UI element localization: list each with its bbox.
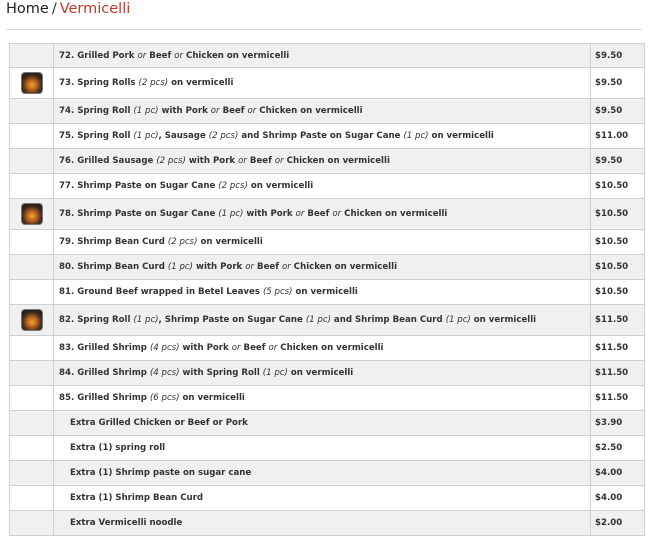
breadcrumb-separator: / [51, 1, 57, 17]
menu-row [10, 68, 645, 99]
item-name-part: (2 pcs) [138, 78, 169, 88]
item-name-part: or [295, 209, 305, 219]
menu-row [10, 280, 645, 305]
item-name-part: Extra (1) spring roll [70, 443, 166, 453]
item-name-part: or [268, 343, 278, 353]
item-name-part: (1 pc) [133, 106, 159, 116]
item-name-cell [54, 99, 591, 124]
thumbnail-cell [10, 174, 54, 199]
item-name-part: (2 pcs) [208, 131, 239, 141]
item-name-part: (1 pc) [167, 262, 194, 272]
item-price: $2.50 [591, 436, 645, 461]
menu-row [10, 436, 645, 461]
item-number: 76. [59, 156, 75, 166]
item-number: 84. [59, 368, 75, 378]
item-name-cell [54, 280, 591, 305]
menu-row [10, 99, 645, 124]
menu-row [10, 511, 645, 536]
item-name-part: Extra Grilled Chicken or Beef or Pork [70, 418, 248, 428]
item-name-part: Chicken on vermicelli [277, 343, 384, 353]
item-name-part: or [231, 343, 241, 353]
item-name-part: , Shrimp Paste on Sugar Cane [158, 315, 306, 325]
thumbnail-cell [10, 486, 54, 511]
item-name-part: on vermicelli [292, 287, 358, 297]
dish-photo-icon[interactable] [22, 204, 42, 224]
item-name-part: Grilled Shrimp [77, 343, 150, 353]
item-name-part: Ground Beef wrapped in Betel Leaves [77, 287, 263, 297]
thumbnail-cell [10, 255, 54, 280]
item-price: $2.00 [591, 511, 645, 536]
thumbnail-cell [10, 230, 54, 255]
item-name-part: Grilled Shrimp [77, 393, 150, 403]
item-name-part: on vermicelli [168, 78, 234, 88]
menu-row [10, 44, 645, 68]
menu-table-body [10, 44, 645, 536]
item-name-part: and Shrimp Paste on Sugar Cane [238, 131, 404, 141]
item-price: $11.00 [591, 124, 645, 149]
item-name-cell [54, 436, 591, 461]
item-name-cell [54, 44, 591, 68]
menu-row [10, 461, 645, 486]
item-name-part: Extra (1) Shrimp paste on sugar cane [70, 468, 252, 478]
item-name-part: or [247, 106, 257, 116]
item-price: $11.50 [591, 361, 645, 386]
item-number: 81. [59, 287, 75, 297]
item-name-part: on vermicelli [470, 315, 537, 325]
item-name-cell [54, 511, 591, 536]
item-price: $9.50 [591, 44, 645, 68]
item-price: $9.50 [591, 99, 645, 124]
item-name-part: (1 pc) [305, 315, 331, 325]
item-price: $11.50 [591, 386, 645, 411]
item-name-part: on vermicelli [287, 368, 354, 378]
item-price: $9.50 [591, 149, 645, 174]
item-price: $4.00 [591, 486, 645, 511]
menu-row [10, 230, 645, 255]
menu-row [10, 361, 645, 386]
item-name-part: (1 pc) [133, 315, 159, 325]
item-name-part: Shrimp Paste on Sugar Cane [77, 181, 219, 191]
item-name-cell [54, 124, 591, 149]
thumbnail-cell [10, 99, 54, 124]
item-name-part: or [274, 156, 284, 166]
item-name-part: Beef [254, 262, 282, 272]
item-name-cell [54, 411, 591, 436]
thumbnail-cell [10, 68, 54, 99]
item-name-part: or [238, 156, 247, 166]
item-number: 80. [59, 262, 75, 272]
item-name-part: or [245, 262, 255, 272]
dish-photo-icon[interactable] [22, 73, 42, 93]
thumbnail-cell [10, 511, 54, 536]
item-name-part: Spring Roll [77, 106, 134, 116]
item-name-part: with Pork [243, 209, 296, 219]
item-name-part: Grilled Pork [77, 50, 138, 61]
thumbnail-cell [10, 280, 54, 305]
item-name-cell [54, 461, 591, 486]
item-name-part: Extra (1) Shrimp Bean Curd [70, 493, 204, 503]
item-name-cell [54, 486, 591, 511]
item-name-part: Grilled Shrimp [77, 368, 150, 378]
menu-row [10, 174, 645, 199]
item-price: $10.50 [591, 174, 645, 199]
item-name-cell [54, 386, 591, 411]
thumbnail-cell [10, 44, 54, 68]
item-name-part: on vermicelli [197, 237, 263, 247]
item-name-part: and Shrimp Bean Curd [330, 315, 446, 325]
item-name-cell [54, 199, 591, 230]
item-name-cell [54, 336, 591, 361]
item-name-part: Extra Vermicelli noodle [70, 518, 183, 528]
item-name-part: on vermicelli [428, 131, 494, 141]
item-name-cell [54, 305, 591, 336]
item-name-part: with Pork [158, 106, 211, 116]
item-name-part: (2 pcs) [167, 237, 198, 247]
item-name-part: on vermicelli [247, 181, 314, 191]
item-name-part: (1 pc) [403, 131, 429, 141]
thumbnail-cell [10, 124, 54, 149]
item-number: 79. [59, 237, 75, 247]
item-name-part: or [332, 209, 342, 219]
item-name-part: (1 pc) [262, 368, 288, 378]
breadcrumb-current: Vermicelli [59, 1, 131, 17]
thumbnail-cell [10, 461, 54, 486]
item-name-part: Chicken on vermicelli [183, 50, 290, 61]
item-name-cell [54, 255, 591, 280]
item-name-part: (1 pc) [218, 209, 244, 219]
item-name-part: Beef [146, 50, 175, 61]
item-number: 78. [59, 209, 75, 219]
item-price: $9.50 [591, 68, 645, 99]
menu-row [10, 305, 645, 336]
item-number: 82. [59, 315, 75, 325]
item-name-cell [54, 230, 591, 255]
thumbnail-cell [10, 386, 54, 411]
item-name-part: Spring Rolls [77, 78, 139, 88]
item-name-part: with Spring Roll [179, 368, 263, 378]
item-name-part: (2 pcs) [156, 156, 186, 166]
item-name-part: (4 pcs) [149, 343, 180, 353]
item-name-part: or [210, 106, 220, 116]
item-name-part: with Pork [185, 156, 239, 166]
item-name-part: (1 pc) [133, 131, 159, 141]
item-price: $10.50 [591, 199, 645, 230]
item-name-part: Chicken on vermicelli [290, 262, 398, 272]
item-name-part: (5 pcs) [262, 287, 293, 297]
item-name-part: or [137, 50, 147, 61]
breadcrumb [6, 1, 130, 17]
menu-row [10, 149, 645, 174]
item-name-part: Beef [219, 106, 248, 116]
thumbnail-cell [10, 305, 54, 336]
item-name-part: (6 pcs) [149, 393, 180, 403]
item-name-part: with Pork [193, 262, 246, 272]
item-name-part: Beef [246, 156, 275, 166]
item-name-part: with Pork [179, 343, 232, 353]
thumbnail-cell [10, 361, 54, 386]
item-price: $3.90 [591, 411, 645, 436]
item-name-part: Spring Roll [77, 315, 134, 325]
item-name-part: (4 pcs) [149, 368, 180, 378]
item-number: 75. [59, 131, 75, 141]
item-name-part: Beef [304, 209, 333, 219]
menu-row [10, 486, 645, 511]
item-number: 72. [59, 50, 75, 61]
menu-row [10, 336, 645, 361]
menu-row [10, 386, 645, 411]
item-number: 85. [59, 393, 75, 403]
item-name-cell [54, 149, 591, 174]
menu-row [10, 124, 645, 149]
thumbnail-cell [10, 336, 54, 361]
item-name-part: (1 pc) [445, 315, 471, 325]
menu-row [10, 199, 645, 230]
item-price: $11.50 [591, 305, 645, 336]
thumbnail-cell [10, 149, 54, 174]
breadcrumb-home-link[interactable]: Home [6, 1, 49, 17]
item-name-part: or [282, 262, 291, 272]
item-number: 77. [59, 181, 75, 191]
menu-row [10, 255, 645, 280]
item-price: $10.50 [591, 255, 645, 280]
item-number: 83. [59, 343, 75, 353]
header-divider [6, 29, 642, 30]
item-name-part: Chicken on vermicelli [256, 106, 363, 116]
thumbnail-cell [10, 411, 54, 436]
item-name-part: Shrimp Bean Curd [77, 237, 168, 247]
item-name-part: Chicken on vermicelli [283, 156, 390, 166]
item-name-part: on vermicelli [179, 393, 245, 403]
item-price: $10.50 [591, 280, 645, 305]
item-name-cell [54, 361, 591, 386]
item-name-part: Shrimp Paste on Sugar Cane [77, 209, 219, 219]
vermicelli-menu-table [9, 43, 645, 536]
dish-photo-icon[interactable] [22, 310, 42, 330]
item-name-cell [54, 174, 591, 199]
item-price: $4.00 [591, 461, 645, 486]
item-name-part: Shrimp Bean Curd [77, 262, 168, 272]
item-price: $11.50 [591, 336, 645, 361]
item-name-part: , Sausage [158, 131, 209, 141]
item-name-part: (2 pcs) [218, 181, 248, 191]
item-name-part: or [174, 50, 184, 61]
item-name-part: Grilled Sausage [77, 156, 157, 166]
item-number: 73. [59, 78, 75, 88]
item-price: $10.50 [591, 230, 645, 255]
item-name-cell [54, 68, 591, 99]
menu-row [10, 411, 645, 436]
item-name-part: Chicken on vermicelli [341, 209, 448, 219]
item-number: 74. [59, 106, 75, 116]
item-name-part: Beef [240, 343, 269, 353]
item-name-part: Spring Roll [77, 131, 134, 141]
thumbnail-cell [10, 199, 54, 230]
thumbnail-cell [10, 436, 54, 461]
